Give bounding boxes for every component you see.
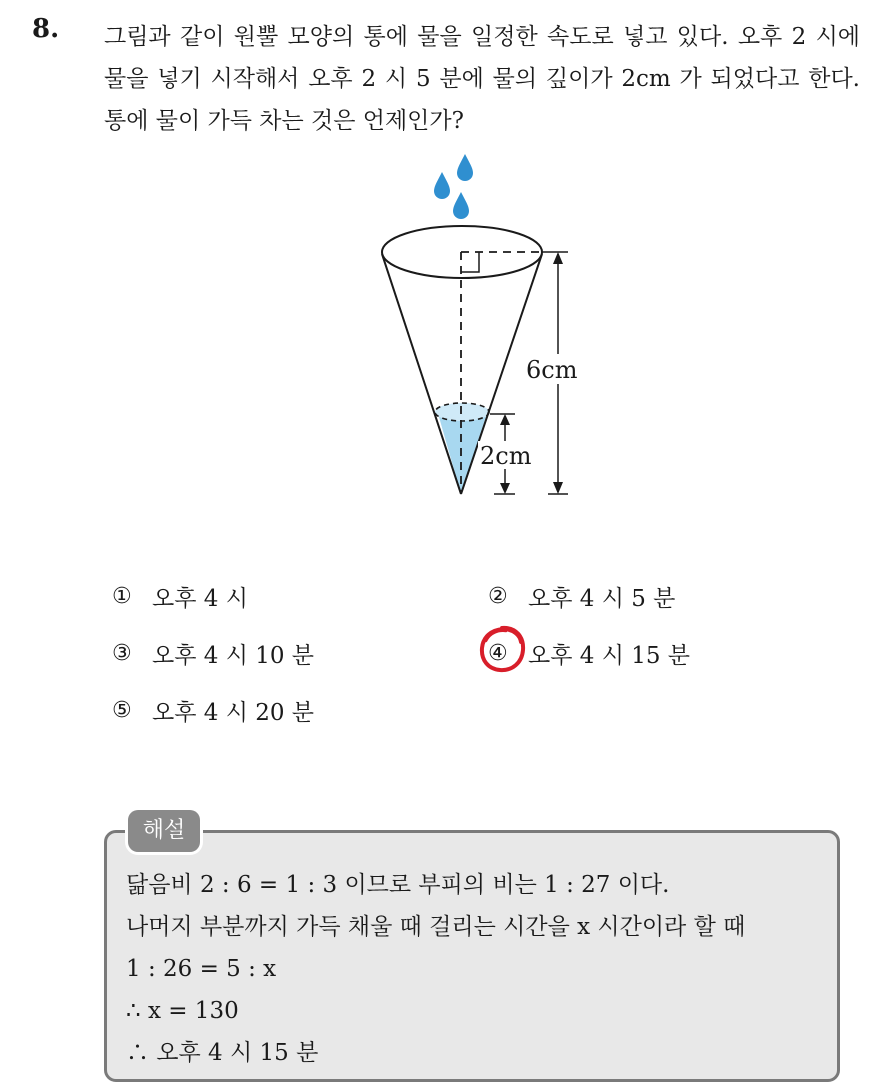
solution-label: 해설 (128, 810, 200, 852)
choice-text: 오후 4 시 15 분 (528, 643, 691, 669)
choice-3[interactable] (112, 637, 314, 670)
choice-number: ② (488, 584, 508, 609)
solution-line: 1 : 26 = 5 : x (126, 956, 277, 982)
question-number: 8. (32, 14, 60, 44)
choice-1[interactable] (112, 580, 248, 613)
choice-2[interactable] (488, 580, 675, 613)
choice-4[interactable] (488, 637, 690, 670)
solution-line: ∴ x = 130 (126, 998, 239, 1024)
question-text: 그림과 같이 원뿔 모양의 통에 물을 일정한 속도로 넣고 있다. 오후 2 시에 물을 넣기 시작해서 오후 2 시 5 분에 물의 깊이가 2cm 가 되었다고 한다. 통에 물이 가득 차는 것은 언제인가? (104, 24, 860, 134)
choice-text: 오후 4 시 (152, 586, 248, 612)
solution-line: ∴ 오후 4 시 15 분 (126, 1040, 319, 1066)
choice-text: 오후 4 시 10 분 (152, 643, 315, 669)
choice-number: ⑤ (112, 698, 132, 723)
answer-mark-circle (476, 623, 528, 675)
water-drop-icon (434, 172, 450, 199)
choice-5[interactable] (112, 694, 314, 727)
solution-line: 닮음비 2 : 6 = 1 : 3 이므로 부피의 비는 1 : 27 이다. (126, 872, 670, 898)
water-drop-icon (453, 192, 469, 219)
choice-number: ③ (112, 641, 132, 666)
choice-text: 오후 4 시 20 분 (152, 700, 315, 726)
choice-number: ④ (488, 641, 508, 666)
choice-text: 오후 4 시 5 분 (528, 586, 676, 612)
choice-number: ① (112, 584, 132, 609)
solution-text (126, 864, 745, 1074)
solution-line: 나머지 부분까지 가득 채울 때 걸리는 시간을 x 시간이라 할 때 (126, 914, 746, 940)
height-label: 6cm (526, 356, 578, 384)
cone-figure (370, 148, 620, 508)
water-surface (435, 403, 489, 421)
water-depth-label: 2cm (480, 442, 532, 470)
water-drop-icon (457, 154, 473, 181)
